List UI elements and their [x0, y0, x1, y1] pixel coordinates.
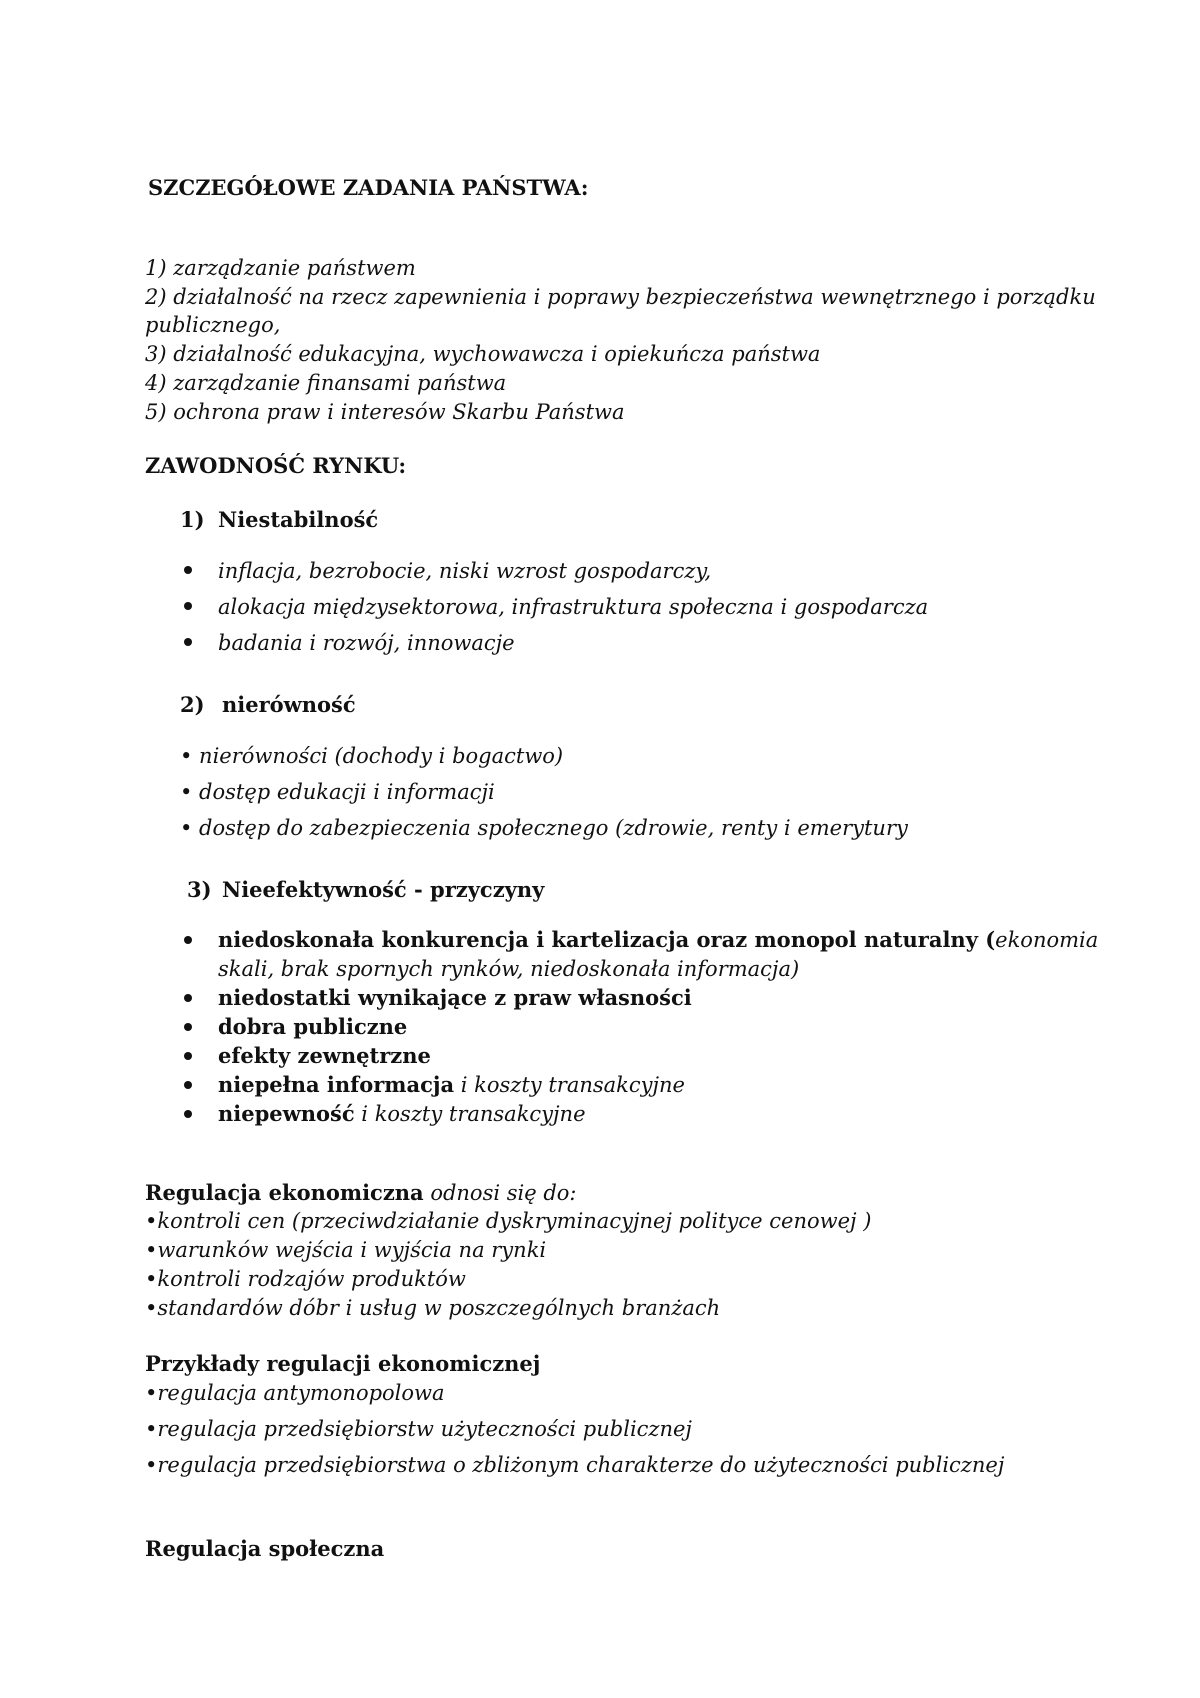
section2-number: 2) — [180, 692, 205, 717]
section3-item-2: niedostatki wynikające z praw własności — [218, 985, 692, 1010]
section2-item-2: • dostęp edukacji i informacji — [180, 780, 495, 804]
section2-title: nierówność — [222, 692, 356, 717]
section3-item-1 — [218, 926, 1098, 954]
section3-item-5-bold: niepełna informacja — [218, 1072, 455, 1097]
examples-item-2: •regulacja przedsiębiorstw użyteczności publicznej — [145, 1417, 692, 1441]
bullet-icon — [184, 1110, 192, 1118]
section2-item-1: • nierówności (dochody i bogactwo) — [180, 744, 564, 768]
bullet-icon — [184, 994, 192, 1002]
section3-item-6-italic: i koszty transakcyjne — [354, 1102, 586, 1126]
section3-item-5-italic: i koszty transakcyjne — [454, 1073, 685, 1097]
task-line-3: 3) działalność edukacyjna, wychowawcza i opiekuńcza państwa — [145, 342, 821, 366]
section2-item-3: • dostęp do zabezpieczenia społecznego (zdrowie, renty i emerytury — [180, 816, 908, 840]
section3-item-4: efekty zewnętrzne — [218, 1043, 431, 1068]
section3-item-5 — [218, 1071, 685, 1099]
heading-market-failure: ZAWODNOŚĆ RYNKU: — [145, 453, 407, 478]
bullet-icon — [184, 638, 192, 646]
section1-item-2: alokacja międzysektorowa, infrastruktura społeczna i gospodarcza — [218, 595, 929, 619]
section1-item-3: badania i rozwój, innowacje — [218, 631, 515, 655]
bullet-icon — [184, 1023, 192, 1031]
econ-reg-item-3: •kontroli rodzajów produktów — [145, 1267, 466, 1291]
section1-title: Niestabilność — [218, 507, 379, 532]
econ-reg-item-1: •kontroli cen (przeciwdziałanie dyskryminacyjnej polityce cenowej ) — [145, 1209, 872, 1233]
examples-item-1: •regulacja antymonopolowa — [145, 1381, 445, 1405]
section3-item-6-bold: niepewność — [218, 1101, 355, 1126]
task-line-1: 1) zarządzanie państwem — [145, 256, 416, 280]
section3-title: Nieefektywność - przyczyny — [222, 877, 545, 902]
task-line-2: 2) działalność na rzecz zapewnienia i poprawy bezpieczeństwa wewnętrznego i porządku — [145, 285, 1096, 309]
bullet-icon — [184, 1081, 192, 1089]
heading-state-tasks: SZCZEGÓŁOWE ZADANIA PAŃSTWA: — [148, 175, 589, 200]
social-reg-title: Regulacja społeczna — [145, 1536, 385, 1561]
section1-item-1: inflacja, bezrobocie, niski wzrost gospodarczy, — [218, 559, 712, 583]
section1-number: 1) — [180, 507, 205, 532]
task-line-5: 5) ochrona praw i interesów Skarbu Państwa — [145, 400, 625, 424]
bullet-icon — [184, 936, 192, 944]
econ-reg-item-4: •standardów dóbr i usług w poszczególnych branżach — [145, 1296, 721, 1320]
section3-item-6 — [218, 1100, 586, 1128]
econ-reg-title-italic: odnosi się do: — [423, 1181, 577, 1205]
section3-item-1-bold: niedoskonała konkurencja i kartelizacja oraz monopol naturalny ( — [218, 927, 996, 952]
task-line-2-cont: publicznego, — [145, 313, 281, 337]
task-line-4: 4) zarządzanie finansami państwa — [145, 371, 507, 395]
section3-item-3: dobra publiczne — [218, 1014, 408, 1039]
section3-item-1-cont: skali, brak spornych rynków, niedoskonała informacja) — [218, 957, 800, 981]
section3-item-1-italic: ekonomia — [995, 928, 1099, 952]
bullet-icon — [184, 602, 192, 610]
econ-reg-item-2: •warunków wejścia i wyjścia na rynki — [145, 1238, 547, 1262]
bullet-icon — [184, 566, 192, 574]
section3-number: 3) — [187, 877, 212, 902]
bullet-icon — [184, 1052, 192, 1060]
examples-title: Przykłady regulacji ekonomicznej — [145, 1351, 541, 1376]
econ-reg-title-bold: Regulacja ekonomiczna — [145, 1180, 424, 1205]
examples-item-3: •regulacja przedsiębiorstwa o zbliżonym charakterze do użyteczności publicznej — [145, 1453, 1005, 1477]
econ-reg-title — [145, 1179, 577, 1207]
